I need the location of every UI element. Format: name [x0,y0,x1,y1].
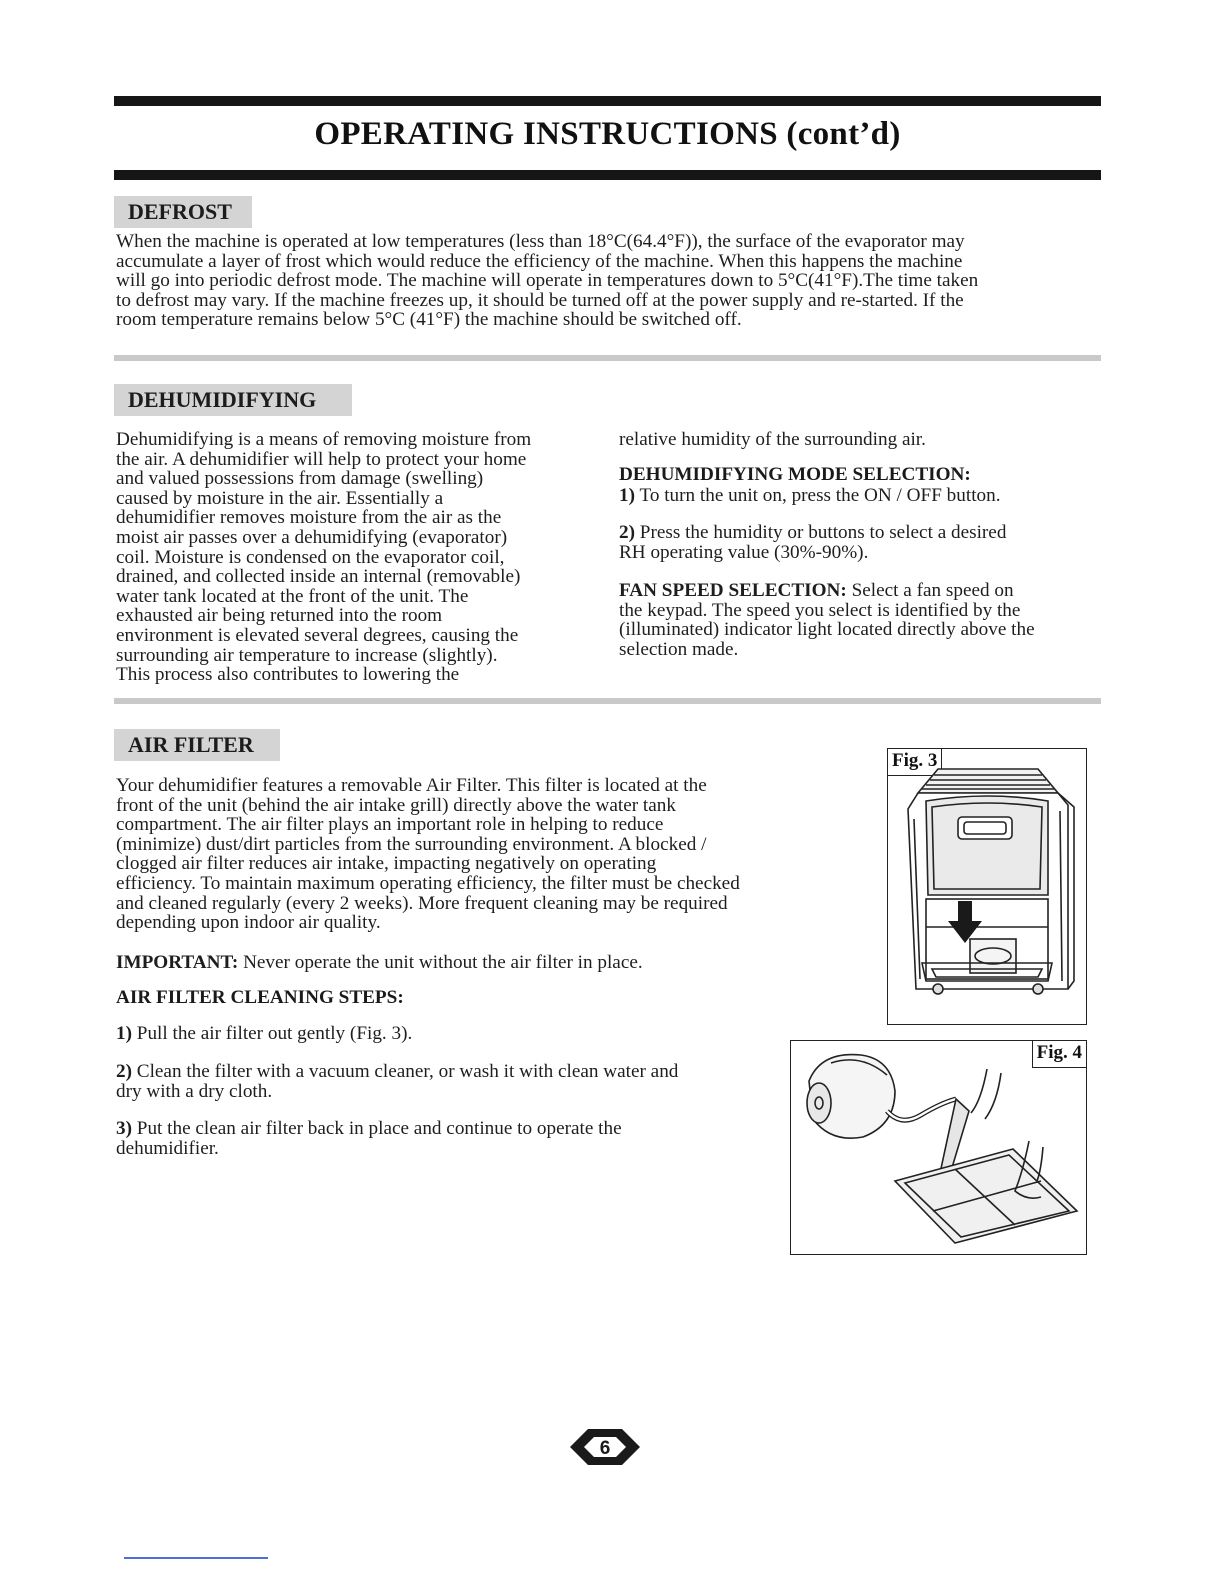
figure-4 [790,1040,1087,1255]
dehumidifying-line: coil. Moisture is condensed on the evaporator coil, [116,546,505,568]
cleaning-step-3 [116,1119,781,1158]
figure-4-label: Fig. 4 [1032,1040,1087,1068]
dehumidifying-line: Dehumidifying is a means of removing moisture from [116,429,532,450]
dehumidifying-left-column [116,430,606,685]
mode-selection-heading: DEHUMIDIFYING MODE SELECTION: [619,464,971,485]
air-filter-line: (minimize) dust/dirt particles from the surrounding environment. A blocked / [116,833,707,855]
dehumidifying-line: caused by moisture in the air. Essentially a [116,487,444,509]
important-note [116,953,836,973]
fan-speed-line: Select a fan speed on [851,580,1014,601]
mode-step-2-number: 2) [619,522,635,543]
dehumidifying-line: This process also contributes to lowering the [116,664,460,686]
dehumidifying-heading: DEHUMIDIFYING [114,384,352,416]
page-number-badge [568,1425,642,1469]
dehumidifying-line: exhausted air being returned into the room [116,605,443,627]
mode-step-1-number: 1) [619,485,635,506]
cleaning-step-1-number: 1) [116,1023,132,1044]
defrost-line: When the machine is operated at low temperatures (less than 18°C(64.4°F)), the surface of the evaporator may [116,231,965,252]
fan-speed-line: the keypad. The speed you select is identified by the [619,599,1021,621]
cleaning-step-2 [116,1062,781,1101]
mode-step-2-line: RH operating value (30%-90%). [619,541,869,563]
air-filter-line: efficiency. To maintain maximum operating efficiency, the filter must be checked [116,872,740,894]
cleaning-step-1-text: Pull the air filter out gently (Fig. 3). [136,1023,413,1044]
fan-speed-heading: FAN SPEED SELECTION: [619,580,847,601]
cleaning-steps-heading: AIR FILTER CLEANING STEPS: [116,987,404,1008]
defrost-divider [114,355,1101,361]
defrost-line: room temperature remains below 5°C (41°F) the machine should be switched off. [116,309,742,331]
defrost-heading: DEFROST [114,196,252,228]
mode-step-1 [619,486,1099,506]
mode-step-2-line: Press the humidity or buttons to select a desired [639,522,1007,543]
cleaning-step-3-line: Put the clean air filter back in place and continue to operate the [136,1118,622,1139]
cleaning-step-2-line: dry with a dry cloth. [116,1080,273,1102]
dehumidifying-line: dehumidifier removes moisture from the air as the [116,507,502,529]
fan-speed-paragraph [619,581,1101,659]
defrost-line: accumulate a layer of frost which would reduce the efficiency of the machine. When this happens the machine [116,250,963,272]
defrost-line: will go into periodic defrost mode. The machine will operate in temperatures down to 5°C(41°F).The time taken [116,270,979,292]
cleaning-step-1 [116,1024,776,1044]
important-label: IMPORTANT: [116,952,239,973]
air-filter-heading: AIR FILTER [114,729,280,761]
page-title: OPERATING INSTRUCTIONS (cont’d) [314,116,901,152]
cleaning-step-2-number: 2) [116,1061,132,1082]
dehumidifying-line: moist air passes over a dehumidifying (evaporator) [116,526,508,548]
figure-3-label: Fig. 3 [887,748,942,776]
defrost-line: to defrost may vary. If the machine freezes up, it should be turned off at the power supply and re-started. If the [116,289,964,311]
title-rule [114,170,1101,180]
page-number: 6 [599,1438,611,1459]
dehumidifying-line: water tank located at the front of the unit. The [116,585,469,607]
defrost-body [116,232,1106,330]
cleaning-step-2-line: Clean the filter with a vacuum cleaner, or wash it with clean water and [136,1061,679,1082]
cleaning-step-3-number: 3) [116,1118,132,1139]
fan-speed-line: (illuminated) indicator light located directly above the [619,619,1035,641]
dehumidifying-line: and valued possessions from damage (swelling) [116,468,484,490]
dehumidifying-divider [114,698,1101,704]
dehumidifying-line: surrounding air temperature to increase (slightly). [116,644,498,666]
dehumidifier-illustration [888,749,1085,1023]
air-filter-body [116,776,846,933]
fan-speed-line: selection made. [619,638,739,660]
air-filter-line: Your dehumidifier features a removable Air Filter. This filter is located at the [116,775,707,796]
top-rule [114,96,1101,106]
dehumidifying-line: environment is elevated several degrees, causing the [116,624,519,646]
mode-step-2 [619,523,1099,562]
air-filter-line: depending upon indoor air quality. [116,912,381,934]
vacuum-cleaning-illustration [791,1041,1085,1253]
air-filter-line: compartment. The air filter plays an important role in helping to reduce [116,814,664,836]
bottom-link-underline [124,1557,268,1559]
dehumidifying-line: the air. A dehumidifier will help to protect your home [116,448,527,470]
air-filter-line: and cleaned regularly (every 2 weeks). More frequent cleaning may be required [116,892,728,914]
air-filter-line: clogged air filter reduces air intake, impacting negatively on operating [116,853,657,875]
figure-3 [887,748,1087,1025]
dehumidifying-line: drained, and collected inside an internal (removable) [116,566,521,588]
mode-step-1-text: To turn the unit on, press the ON / OFF button. [639,485,1001,506]
important-text: Never operate the unit without the air filter in place. [243,952,643,973]
dehumidifying-right-first-line: relative humidity of the surrounding air. [619,429,926,450]
cleaning-step-3-line: dehumidifier. [116,1137,219,1159]
air-filter-line: front of the unit (behind the air intake grill) directly above the water tank [116,794,676,816]
